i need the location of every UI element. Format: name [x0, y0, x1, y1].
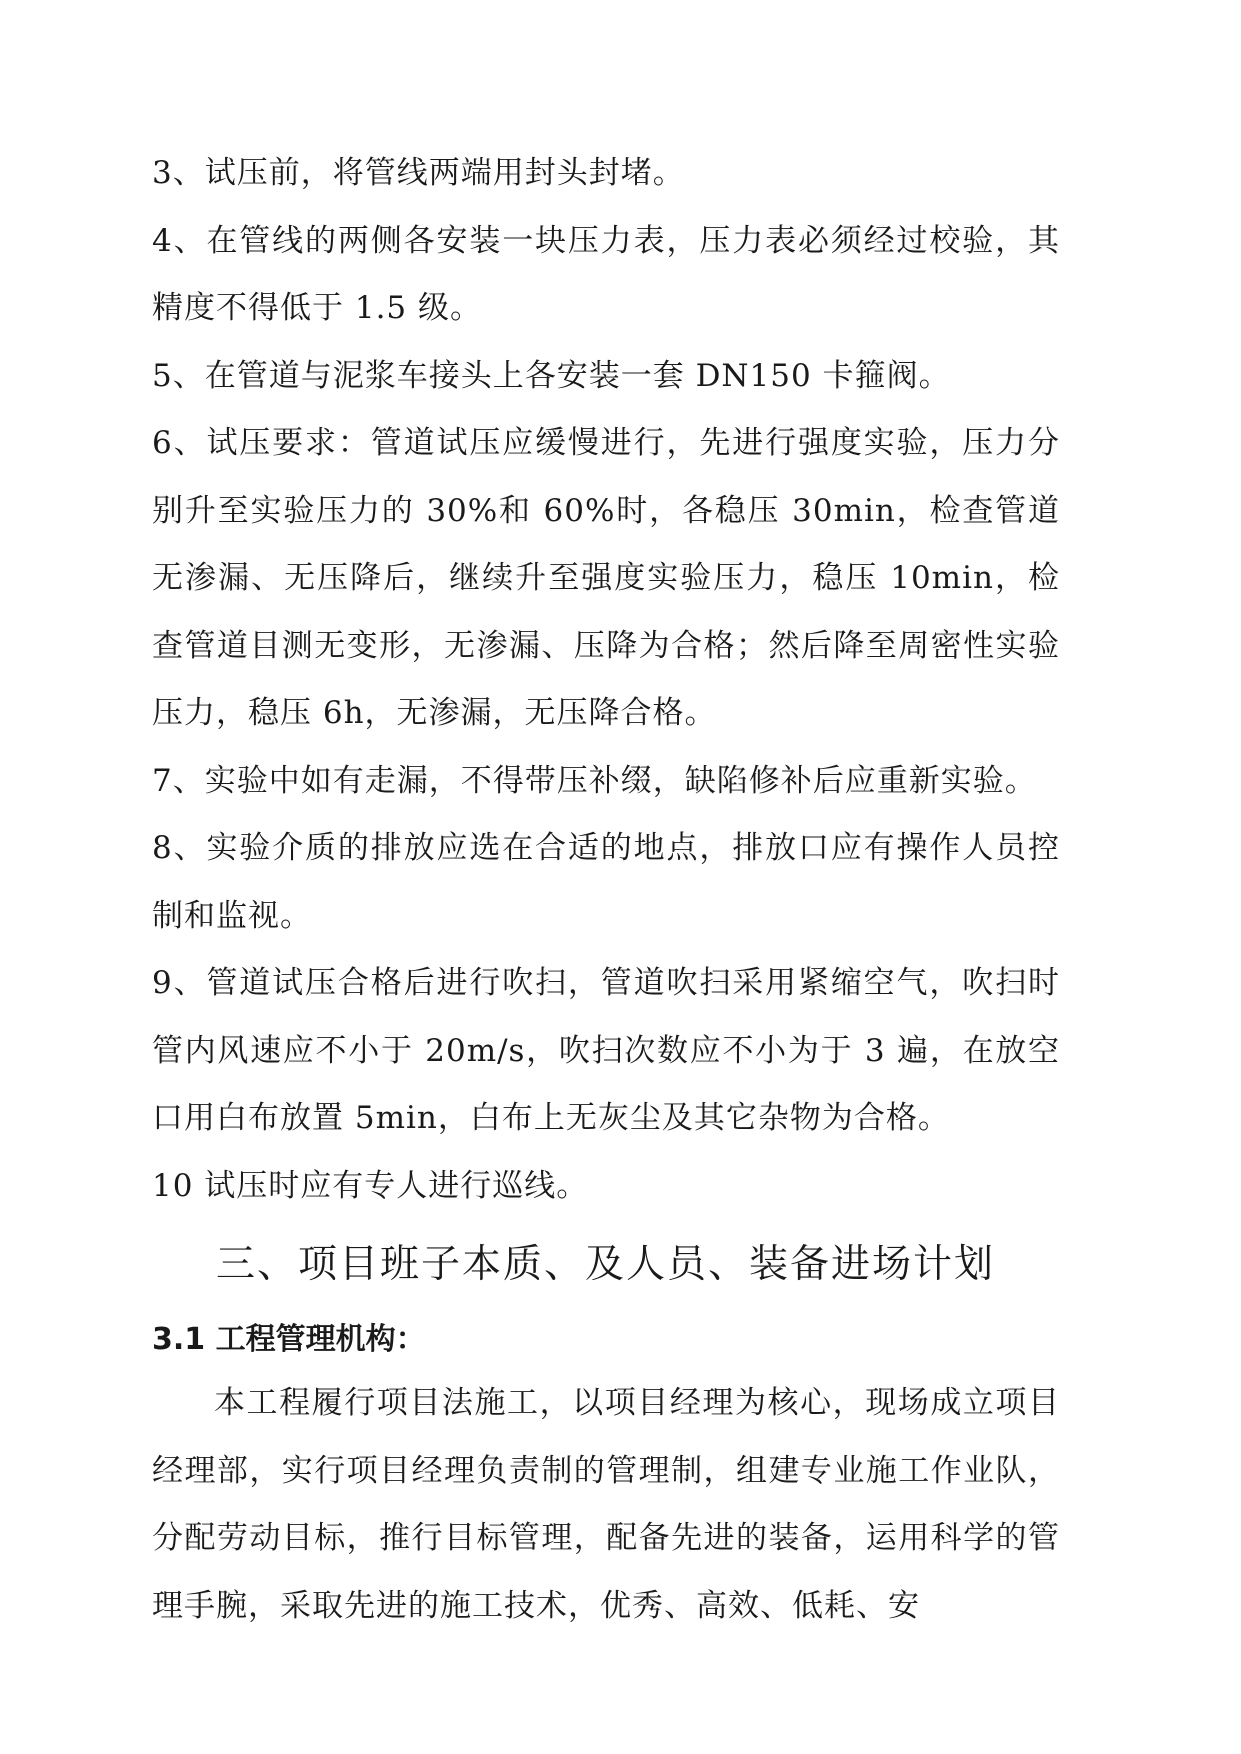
subsection-heading: 3.1 工程管理机构：	[152, 1322, 426, 1357]
paragraph-item-8: 8、实验介质的排放应选在合适的地点，排放口应有操作人员控制和监视。	[152, 830, 1060, 934]
paragraph-item-10: 10 试压时应有专人进行巡线。	[152, 1167, 589, 1204]
document-page	[152, 140, 1060, 1640]
paragraph-item-5: 5、在管道与泥浆车接头上各安装一套 DN150 卡箍阀。	[152, 357, 951, 394]
section-heading: 三、项目班子本质、及人员、装备进场计划	[216, 1242, 996, 1287]
paragraph-item-9: 9、管道试压合格后进行吹扫，管道吹扫采用紧缩空气，吹扫时管内风速应不小于 20m/s，吹扫次数应不小为于 3 遍，在放空口用白布放置 5min，白布上无灰尘及其它杂物为合格。	[152, 965, 1060, 1136]
paragraph-item-4: 4、在管线的两侧各安装一块压力表，压力表必须经过校验，其精度不得低于 1.5 级。	[152, 222, 1060, 326]
body-paragraph: 本工程履行项目法施工，以项目经理为核心，现场成立项目经理部，实行项目经理负责制的管理制，组建专业施工作业队，分配劳动目标，推行目标管理，配备先进的装备，运用科学的管理手腕，采取先进的施工技术，优秀、高效、低耗、安	[152, 1385, 1060, 1624]
paragraph-item-7: 7、实验中如有走漏，不得带压补缀，缺陷修补后应重新实验。	[152, 762, 1037, 799]
paragraph-item-3: 3、试压前，将管线两端用封头封堵。	[152, 155, 685, 191]
paragraph-item-6: 6、试压要求：管道试压应缓慢进行，先进行强度实验，压力分别升至实验压力的 30%和 60%时，各稳压 30min，检查管道无渗漏、无压降后，继续升至强度实验压力，稳压 10min，检查管道目测无变形，无渗漏、压降为合格；然后降至周密性实验压力，稳压 6h，无渗漏，无压降合格。	[152, 425, 1060, 731]
